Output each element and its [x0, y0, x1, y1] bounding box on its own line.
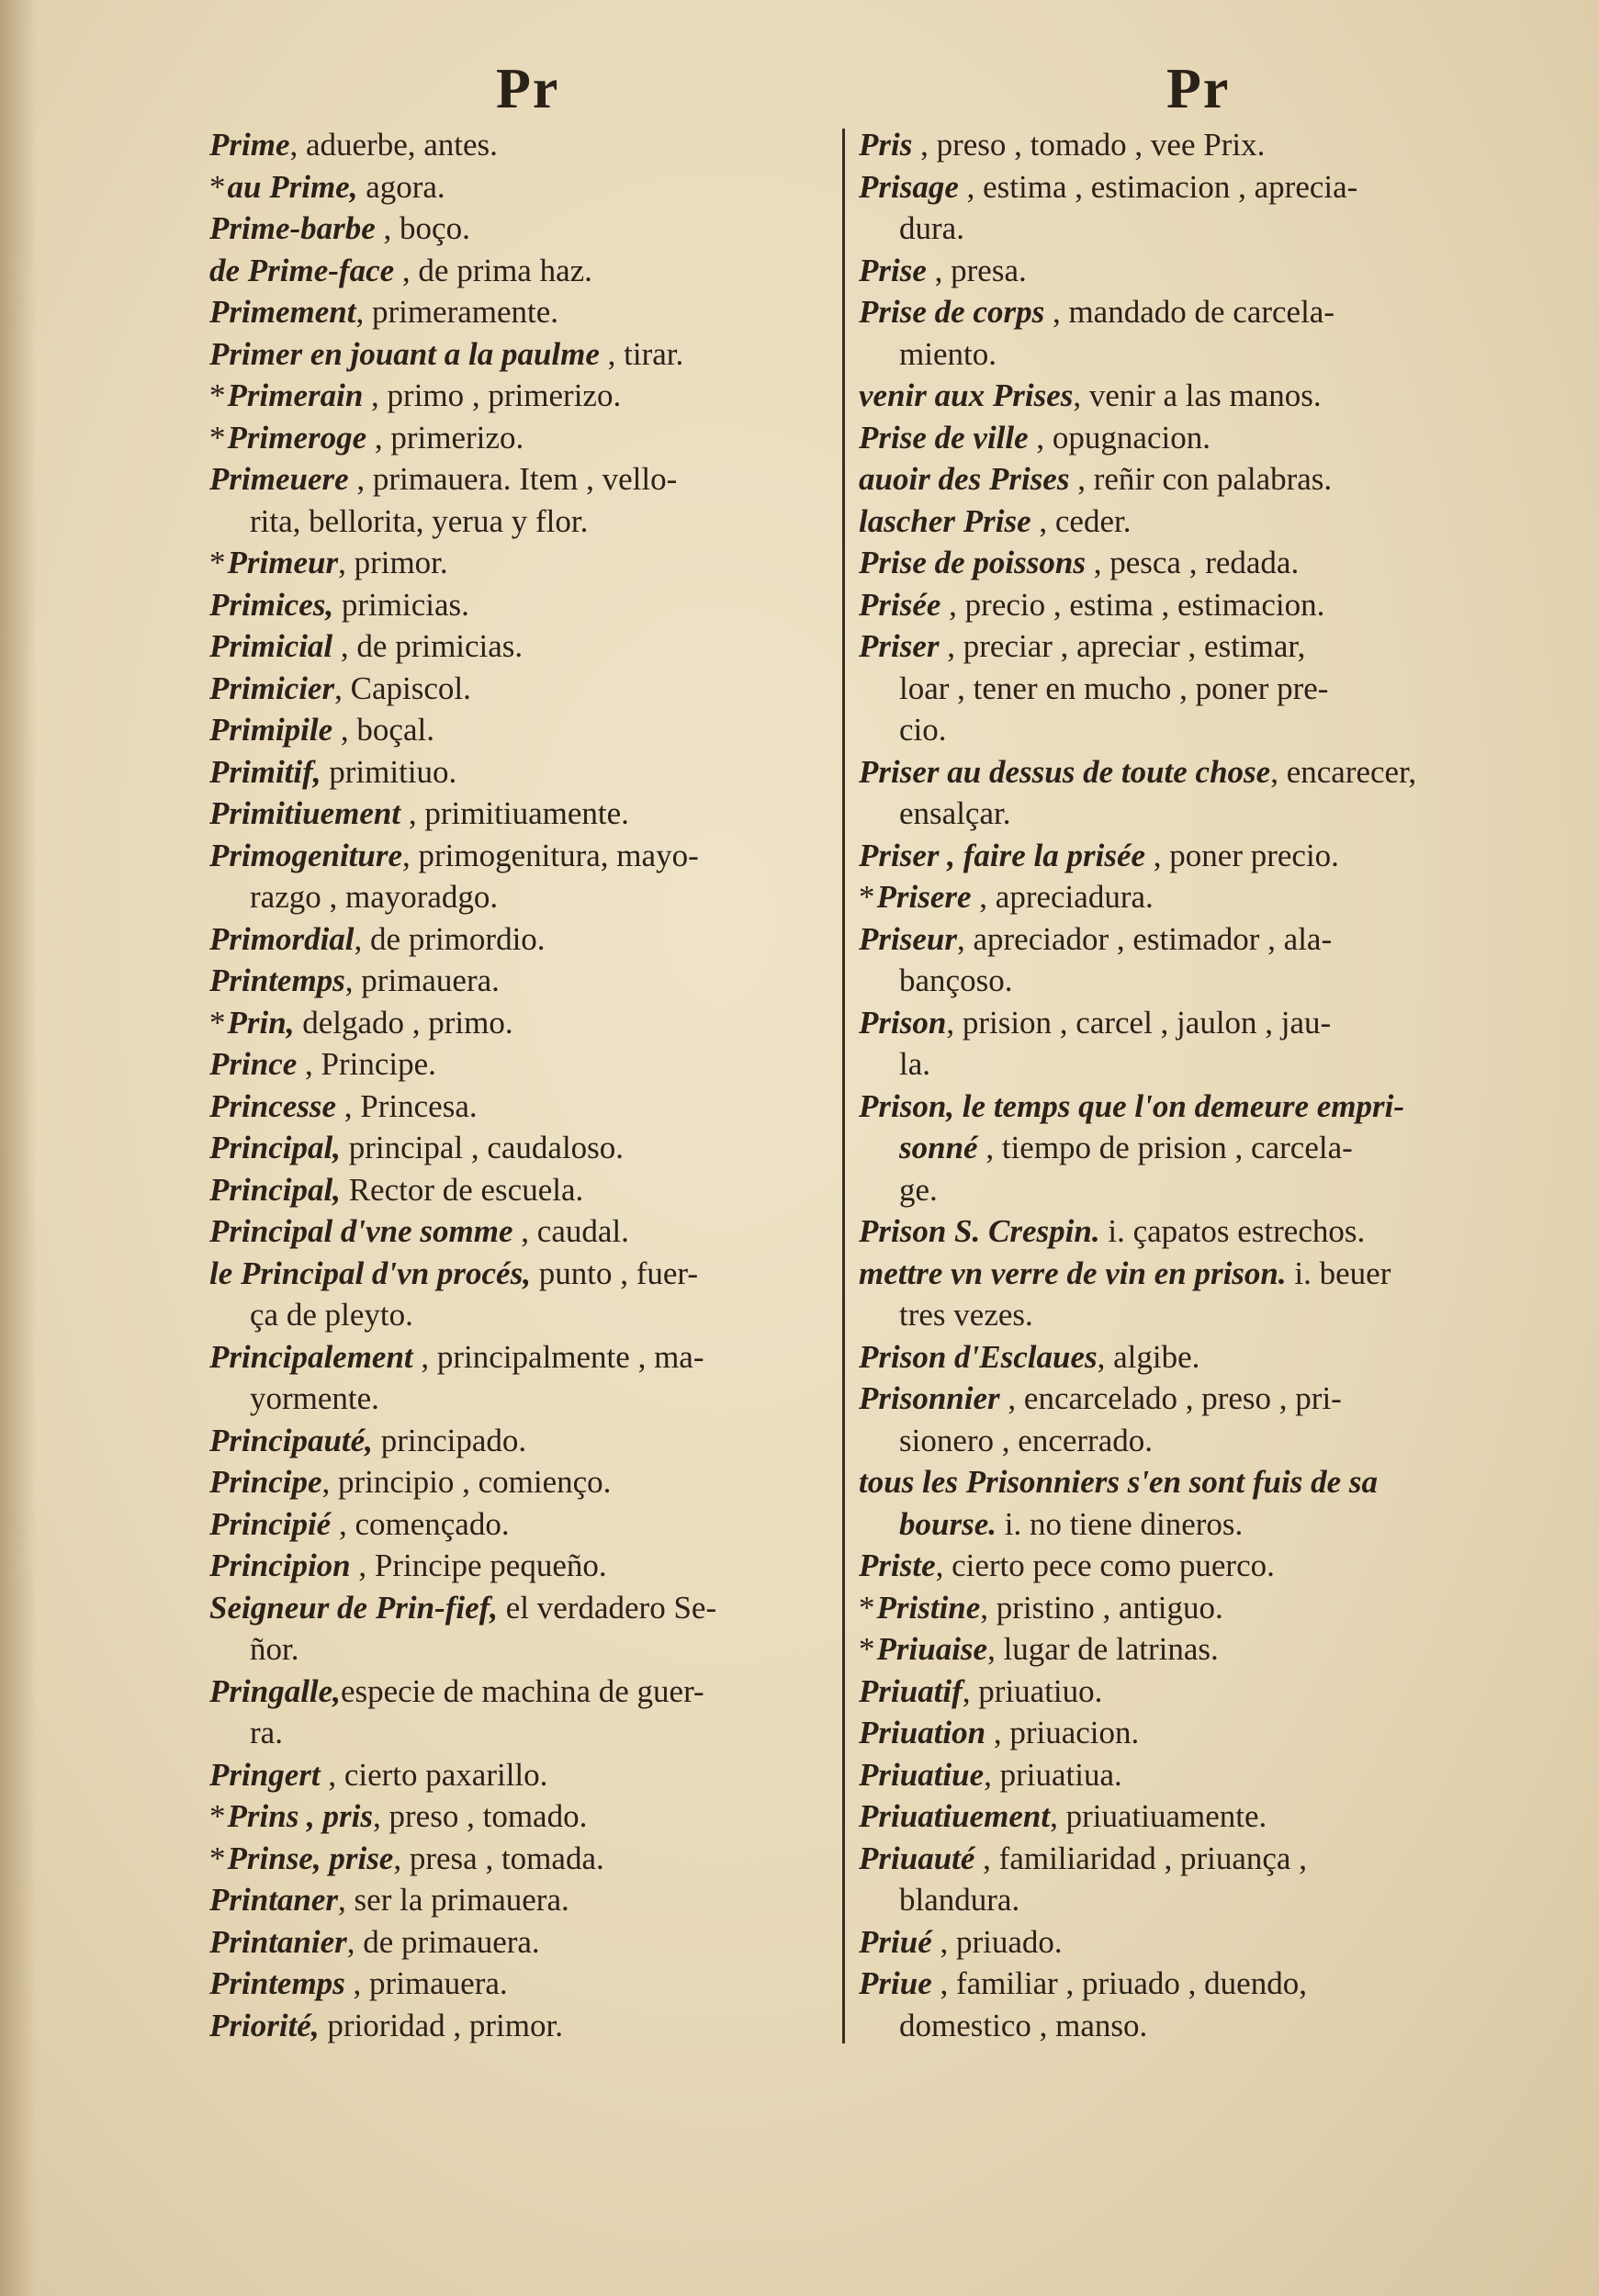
entry-term: Primer en jouant a la paulme: [209, 335, 600, 372]
dictionary-entry: [859, 1210, 1492, 1253]
entry-term: Prince: [209, 1046, 298, 1082]
entry-gloss: , Capiscol.: [334, 670, 471, 706]
dictionary-entry: [859, 1963, 1492, 2005]
dictionary-entry: [859, 1253, 1492, 1295]
dictionary-entry: [209, 166, 843, 208]
entry-gloss: , començado.: [331, 1505, 510, 1542]
dictionary-entry: [209, 1169, 843, 1211]
entry-term: Primipile: [209, 712, 333, 748]
dictionary-entry: [209, 1420, 843, 1462]
dictionary-entry: [209, 124, 843, 166]
entry-term: Primerain: [227, 377, 364, 413]
dictionary-entry: [859, 1754, 1492, 1796]
entry-term: Prison, le temps que l'on demeure empri-: [859, 1087, 1405, 1124]
asterisk-mark: *: [859, 1631, 875, 1667]
entry-gloss-continued: yormente.: [250, 1380, 379, 1416]
dictionary-entry: [209, 960, 843, 1002]
entry-term: Principal d'vne somme: [209, 1213, 513, 1249]
dictionary-entry: [859, 1838, 1492, 1880]
entry-gloss: , aduerbe, antes.: [289, 127, 498, 163]
page-edge-shadow: [0, 0, 37, 2296]
dictionary-entry: [859, 751, 1492, 793]
dictionary-entry: [859, 1086, 1492, 1128]
entry-gloss-continued: ra.: [250, 1715, 283, 1750]
entry-gloss: delgado , primo.: [294, 1004, 513, 1041]
entry-gloss-continued: domestico , manso.: [899, 2007, 1148, 2043]
entry-term: Prise de poissons: [859, 545, 1086, 580]
dictionary-entry: [209, 1795, 843, 1838]
entry-gloss-continued: ensalçar.: [899, 795, 1011, 831]
entry-gloss: , primerizo.: [366, 419, 524, 456]
entry-term: Printaner: [209, 1882, 339, 1918]
entry-gloss: i. beuer: [1286, 1255, 1391, 1291]
entry-term: Priser , faire la prisée: [859, 837, 1146, 873]
entry-continuation: [859, 960, 1492, 1002]
entry-term: Principion: [209, 1548, 351, 1583]
dictionary-entry: [209, 1671, 843, 1713]
asterisk-mark: *: [859, 879, 875, 915]
entry-term: Prisonnier: [859, 1380, 1000, 1416]
right-column: [859, 124, 1492, 2046]
entry-gloss: , primitiuamente.: [400, 795, 629, 831]
entry-term: Priue: [859, 1965, 932, 2001]
entry-term: Primicial: [209, 628, 333, 664]
dictionary-entry: [859, 1628, 1492, 1671]
entry-continuation: cio.: [899, 712, 947, 748]
left-column: [209, 124, 843, 2046]
entry-gloss: , estima , estimacion , apreciа-: [958, 168, 1358, 205]
entry-gloss: , encarcelado , preso , pri-: [999, 1380, 1342, 1416]
entry-gloss-continued: dura.: [899, 210, 964, 246]
entry-gloss: , familiar , priuado , duendo,: [931, 1965, 1307, 2001]
dictionary-entry: [209, 709, 843, 751]
entry-gloss: , preciar , apreciar , estimar,: [939, 628, 1306, 664]
dictionary-entry: [209, 835, 843, 877]
dictionary-entry: [209, 417, 843, 459]
entry-gloss: , cierto paxarillo.: [320, 1756, 548, 1793]
entry-gloss-continued: la.: [899, 1046, 931, 1082]
dictionary-entry: [209, 1461, 843, 1503]
entry-term: Principauté,: [209, 1422, 373, 1458]
asterisk-mark: *: [209, 1798, 226, 1834]
entry-term: Priuatiue: [859, 1756, 985, 1793]
dictionary-entry: [859, 1002, 1492, 1044]
entry-term: Priste: [859, 1548, 936, 1583]
dictionary-entry: [209, 458, 843, 501]
dictionary-entry: [209, 291, 843, 333]
entry-continuation: [859, 1503, 1492, 1546]
dictionary-entry: [859, 501, 1492, 543]
dictionary-entry: [859, 375, 1492, 417]
dictionary-entry: [859, 1671, 1492, 1713]
entry-term: Principalement: [209, 1338, 413, 1375]
entry-term: mettre vn verre de vin en prison.: [859, 1255, 1287, 1291]
entry-gloss: , Principe.: [297, 1046, 436, 1082]
entry-term: Prin,: [227, 1004, 295, 1041]
entry-gloss-continued: sionero , encerrado.: [899, 1422, 1153, 1458]
dictionary-entry: [209, 250, 843, 292]
dictionary-entry: [209, 668, 843, 710]
dictionary-entry: [859, 876, 1492, 918]
asterisk-mark: *: [859, 1589, 875, 1626]
dictionary-entry: [859, 1921, 1492, 1964]
dictionary-entry: [209, 1963, 843, 2005]
running-head-left: Pr: [496, 58, 560, 120]
entry-gloss: , primor.: [338, 545, 448, 580]
entry-gloss: , de prima haz.: [394, 252, 592, 288]
entry-gloss: primitiuo.: [321, 753, 457, 790]
entry-gloss: , encarecer,: [1270, 753, 1417, 790]
entry-gloss: , primogenitura, mayo-: [402, 837, 699, 873]
entry-gloss: , preso , tomado , vee Prix.: [912, 127, 1266, 163]
entry-gloss: , opugnacion.: [1028, 419, 1211, 456]
entry-term: Prime: [209, 127, 290, 163]
dictionary-entry: [209, 1002, 843, 1044]
dictionary-entry: [209, 2005, 843, 2047]
asterisk-mark: *: [209, 168, 226, 205]
entry-gloss: , pesca , redada.: [1085, 545, 1300, 580]
entry-gloss: primicias.: [333, 586, 469, 623]
dictionary-entry: [209, 208, 843, 250]
dictionary-entry: [859, 1712, 1492, 1754]
entry-gloss: principado.: [372, 1422, 527, 1458]
entry-term: Prison d'Esclaues: [859, 1338, 1098, 1375]
dictionary-entry: [859, 584, 1492, 626]
entry-term: Prins , pris: [227, 1798, 374, 1834]
entry-gloss: , preso , tomado.: [373, 1798, 588, 1834]
entry-term: Prime-barbe: [209, 210, 376, 246]
dictionary-entry: [859, 1336, 1492, 1379]
entry-gloss-continued: blandura.: [899, 1882, 1020, 1918]
entry-gloss: , venir a las manos.: [1073, 377, 1322, 413]
entry-gloss: , priuado.: [931, 1923, 1063, 1960]
entry-gloss-continued: miento.: [899, 335, 997, 372]
entry-term: Pringert: [209, 1756, 321, 1793]
asterisk-mark: *: [209, 419, 226, 456]
entry-gloss: , Princesa.: [336, 1087, 478, 1124]
entry-gloss: principal , caudaloso.: [340, 1130, 625, 1165]
entry-gloss: , reñir con palabras.: [1069, 461, 1333, 497]
entry-term: Priuatif: [859, 1672, 963, 1709]
dictionary-entry: [859, 1461, 1492, 1503]
entry-term: Priorité,: [209, 2007, 320, 2043]
entry-continuation: [859, 668, 1492, 710]
entry-gloss: , lugar de latrinas.: [987, 1631, 1219, 1667]
entry-term: Principal,: [209, 1130, 341, 1165]
entry-term: Primeuere: [209, 461, 349, 497]
entry-gloss-continued: , tiempo de prision , carcela-: [977, 1130, 1353, 1165]
entry-continuation: [209, 1628, 843, 1671]
entry-term: Principe: [209, 1464, 322, 1500]
entry-term: Principié: [209, 1505, 332, 1542]
entry-gloss: agora.: [357, 168, 445, 205]
dictionary-entry: [209, 1127, 843, 1169]
entry-gloss: , algibe.: [1097, 1338, 1200, 1375]
entry-gloss: , familiaridad , priuança ,: [974, 1840, 1307, 1876]
entry-term: Printemps: [209, 962, 345, 998]
dictionary-entry: [209, 1336, 843, 1379]
entry-term: Primordial: [209, 920, 355, 957]
entry-term: Priuation: [859, 1715, 986, 1750]
entry-gloss: , primeramente.: [355, 294, 559, 330]
entry-term: Pris: [859, 127, 913, 163]
entry-term: Primeroge: [227, 419, 367, 456]
entry-gloss: , pristino , antiguo.: [980, 1589, 1223, 1626]
entry-gloss: , mandado de carcela-: [1044, 294, 1334, 330]
entry-term: Prise de ville: [859, 419, 1029, 456]
entry-continuation: ge.: [899, 1171, 938, 1208]
entry-term-continued: bourse.: [899, 1505, 997, 1542]
entry-term: Priuauté: [859, 1840, 975, 1876]
entry-term: lascher Prise: [859, 502, 1031, 539]
entry-term: Prisere: [876, 879, 972, 915]
entry-term: Prisée: [859, 586, 941, 623]
dictionary-entry: [209, 1253, 843, 1295]
entry-term: Prinse, prise: [227, 1840, 394, 1876]
dictionary-entry: [859, 1545, 1492, 1587]
entry-term: Prisage: [859, 168, 959, 205]
entry-gloss: , poner precio.: [1145, 837, 1339, 873]
entry-gloss: , presa , tomada.: [393, 1840, 604, 1876]
asterisk-mark: *: [209, 1840, 226, 1876]
entry-gloss-continued: bançoso.: [899, 962, 1013, 998]
dictionary-entry: [859, 1378, 1492, 1420]
entry-continuation: [209, 501, 843, 543]
entry-term: Primitiuement: [209, 795, 401, 831]
entry-gloss: , prision , carcel , jaulon , jau-: [946, 1004, 1332, 1041]
entry-gloss-continued: razgo , mayoradgo.: [250, 879, 499, 915]
entry-term: auoir des Prises: [859, 461, 1070, 497]
entry-continuation: [859, 1879, 1492, 1921]
entry-gloss: , presa.: [926, 252, 1027, 288]
entry-term: Prise de corps: [859, 294, 1045, 330]
dictionary-entry: [209, 751, 843, 793]
entry-gloss: , primauera.: [344, 1965, 508, 2001]
entry-term: Printanier: [209, 1923, 347, 1960]
entry-gloss: , priuatiua.: [984, 1756, 1122, 1793]
entry-gloss: especie de machina de guer-: [340, 1672, 704, 1709]
entry-term: Prise: [859, 252, 927, 288]
dictionary-entry: [209, 1545, 843, 1587]
entry-gloss: i. çapatos estrechos.: [1099, 1213, 1366, 1249]
dictionary-entry: [209, 1086, 843, 1128]
entry-gloss-continued: i. no tiene dineros.: [997, 1505, 1244, 1542]
entry-term: Primement: [209, 294, 356, 330]
dictionary-entry: [209, 1879, 843, 1921]
entry-continuation: [859, 1127, 1492, 1169]
entry-continuation: [859, 1043, 1492, 1086]
entry-term: de Prime-face: [209, 252, 395, 288]
entry-term: Pringalle,: [209, 1672, 341, 1709]
entry-gloss: , boço.: [375, 210, 470, 246]
entry-gloss-continued: ça de pleyto.: [250, 1297, 413, 1333]
entry-term: Priuaise: [876, 1631, 988, 1667]
entry-term: Prison: [859, 1004, 947, 1041]
entry-gloss: , cierto pece como puerco.: [935, 1548, 1275, 1583]
dictionary-entry: [209, 625, 843, 668]
dictionary-entry: [209, 584, 843, 626]
entry-continuation: [859, 793, 1492, 835]
entry-gloss: , precio , estima , estimacion.: [940, 586, 1325, 623]
dictionary-entry: [859, 250, 1492, 292]
entry-term: Priuatiuement: [859, 1798, 1051, 1834]
entry-gloss: Rector de escuela.: [340, 1171, 584, 1208]
entry-term: Principal,: [209, 1171, 341, 1208]
entry-term: Prison S. Crespin.: [859, 1213, 1100, 1249]
dictionary-entry: [859, 542, 1492, 584]
entry-term: Printemps: [209, 1965, 345, 2001]
entry-gloss: , priuatiuo.: [962, 1672, 1103, 1709]
entry-gloss-continued: tres vezes.: [899, 1297, 1033, 1333]
entry-gloss: punto , fuer-: [530, 1255, 698, 1291]
entry-term: le Principal d'vn procés,: [209, 1255, 531, 1291]
entry-term: Priseur: [859, 920, 957, 957]
running-head-right: Pr: [1166, 58, 1231, 120]
entry-term: au Prime,: [227, 168, 358, 205]
entry-gloss: , tirar.: [599, 335, 684, 372]
dictionary-entry: [859, 166, 1492, 208]
entry-gloss: , principalmente , ma-: [412, 1338, 704, 1375]
entry-gloss: , primauera.: [344, 962, 500, 998]
entry-term: Seigneur de Prin-fief,: [209, 1589, 499, 1626]
dictionary-entry: [209, 793, 843, 835]
entry-term: Primitif,: [209, 753, 321, 790]
entry-gloss-continued: rita, bellorita, yerua y flor.: [250, 502, 589, 539]
dictionary-entry: [209, 1754, 843, 1796]
entry-continuation: [209, 1712, 843, 1754]
entry-gloss: , primo , primerizo.: [363, 377, 622, 413]
dictionary-entry: [859, 417, 1492, 459]
dictionary-entry: [859, 835, 1492, 877]
dictionary-entry: [209, 1210, 843, 1253]
entry-gloss: , de primordio.: [354, 920, 546, 957]
entry-term: Priser: [859, 628, 940, 664]
entry-term: Primogeniture: [209, 837, 403, 873]
entry-gloss: , de primauera.: [346, 1923, 540, 1960]
entry-continuation: [859, 333, 1492, 376]
entry-term-continued: sonné: [899, 1130, 978, 1165]
entry-term: venir aux Prises: [859, 377, 1074, 413]
entry-gloss: , ceder.: [1030, 502, 1132, 539]
entry-term: Priué: [859, 1923, 932, 1960]
dictionary-entry: [209, 1921, 843, 1964]
dictionary-entry: [859, 625, 1492, 668]
entry-term: tous les Prisonniers s'en sont fuis de sa: [859, 1464, 1378, 1500]
dictionary-entry: [859, 1795, 1492, 1838]
entry-continuation: [209, 876, 843, 918]
entry-continuation: [859, 208, 1492, 250]
dictionary-entry: [209, 918, 843, 961]
entry-gloss: , boçal.: [332, 712, 434, 748]
entry-gloss: , de primicias.: [332, 628, 524, 664]
entry-gloss: , priuacion.: [985, 1715, 1140, 1750]
dictionary-entry: [209, 1503, 843, 1546]
entry-gloss: , primauera. Item , vello-: [348, 461, 678, 497]
dictionary-entry: [209, 1043, 843, 1086]
dictionary-entry: [209, 1587, 843, 1629]
entry-term: Priser au dessus de toute chose: [859, 753, 1271, 790]
asterisk-mark: *: [209, 377, 226, 413]
dictionary-entry: [209, 1838, 843, 1880]
entry-term: Pristine: [876, 1589, 981, 1626]
entry-gloss: , ser la primauera.: [338, 1882, 569, 1918]
entry-continuation: [859, 1294, 1492, 1336]
dictionary-entry: [859, 291, 1492, 333]
asterisk-mark: *: [209, 545, 226, 580]
entry-continuation: [859, 1420, 1492, 1462]
entry-gloss: , apreciadura.: [971, 879, 1154, 915]
entry-continuation: [209, 1294, 843, 1336]
dictionary-entry: [209, 333, 843, 376]
entry-gloss-continued: ñor.: [250, 1631, 299, 1667]
entry-gloss: , apreciador , estimador , ala-: [956, 920, 1333, 957]
dictionary-entry: [209, 375, 843, 417]
entry-continuation: [859, 2005, 1492, 2047]
entry-term: Princesse: [209, 1087, 337, 1124]
entry-gloss: prioridad , primor.: [319, 2007, 563, 2043]
entry-gloss: , priuatiuamente.: [1050, 1798, 1267, 1834]
entry-term: Primices,: [209, 586, 334, 623]
entry-term: Primeur: [227, 545, 339, 580]
dictionary-entry: [859, 124, 1492, 166]
entry-gloss: , caudal.: [512, 1213, 629, 1249]
asterisk-mark: *: [209, 1004, 226, 1041]
entry-gloss: , principio , comienço.: [321, 1464, 612, 1500]
entry-gloss-continued: loar , tener en mucho , poner pre-: [899, 670, 1329, 706]
dictionary-entry: [859, 1587, 1492, 1629]
entry-gloss: , Principe pequeño.: [350, 1548, 607, 1583]
dictionary-entry: [859, 458, 1492, 501]
entry-term: Primicier: [209, 670, 335, 706]
entry-continuation: [209, 1378, 843, 1420]
dictionary-entry: [859, 918, 1492, 961]
entry-gloss: el verdadero Se-: [498, 1589, 717, 1626]
dictionary-entry: [209, 542, 843, 584]
